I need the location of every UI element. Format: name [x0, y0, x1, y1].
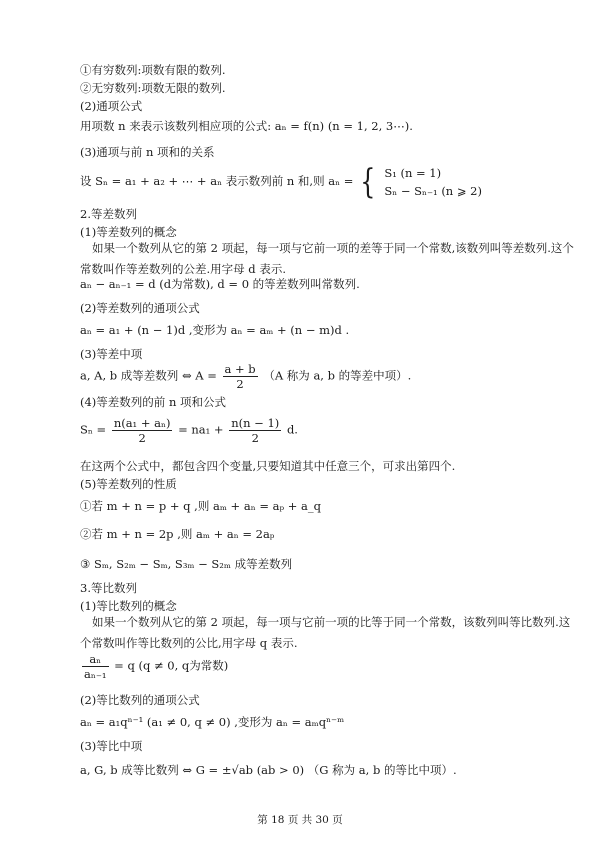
text-line: ②无穷数列:项数无限的数列.: [80, 81, 226, 95]
subheading: (2)等比数列的通项公式: [80, 693, 200, 707]
subheading: (3)等比中项: [80, 739, 143, 753]
numerator: n(a₁ + aₙ): [113, 416, 171, 430]
text-line: ①有穷数列:项数有限的数列.: [80, 63, 226, 77]
formula-line: a, G, b 成等比数列 ⇔ G = ±√ab (ab > 0) （G 称为 a, b 的等比中项）.: [80, 763, 457, 777]
subheading: (5)等差数列的性质: [80, 477, 177, 491]
numerator: n(n − 1): [231, 416, 280, 430]
subheading: (3)等差中项: [80, 347, 143, 361]
numerator: a + b: [224, 362, 256, 376]
denominator: aₙ₋₁: [84, 667, 107, 681]
case-1: S₁ (n = 1): [384, 166, 442, 180]
section-heading: 2.等差数列: [80, 207, 137, 221]
formula-line: aₙ = a₁ + (n − 1)d ,变形为 aₙ = aₘ + (n − m)d .: [80, 323, 350, 337]
formula-line: ③ Sₘ, S₂ₘ − Sₘ, S₃ₘ − S₂ₘ 成等差数列: [80, 557, 293, 571]
formula-line: [80, 652, 228, 681]
formula-line: [80, 362, 411, 391]
fraction: [223, 362, 258, 391]
formula-text: （A 称为 a, b 的等差中项）.: [263, 368, 412, 383]
formula-text: a, A, b 成等差数列 ⇔ A =: [80, 368, 217, 383]
section-heading: 3.等比数列: [80, 581, 137, 595]
formula-line: [80, 416, 298, 445]
text-line: 用项数 n 来表示该数列相应项的公式: aₙ = f(n) (n = 1, 2, 3⋯).: [80, 119, 413, 133]
subheading: (4)等差数列的前 n 项和公式: [80, 395, 227, 409]
subheading: (2)等差数列的通项公式: [80, 301, 200, 315]
formula-text: = q (q ≠ 0, q为常数): [114, 658, 229, 673]
fraction: [82, 652, 109, 681]
paragraph: 如果一个数列从它的第 2 项起，每一项与它前一项的比等于同一个常数，该数列叫等比数列.这个常数叫作等比数列的公比,用字母 q 表示.: [80, 615, 571, 650]
fraction: [229, 416, 281, 445]
formula-text: Sₙ =: [80, 422, 107, 437]
denominator: 2: [236, 377, 244, 391]
case-2: Sₙ − Sₙ₋₁ (n ⩾ 2): [384, 184, 482, 198]
subheading: (1)等比数列的概念: [80, 599, 177, 613]
numerator: aₙ: [82, 652, 109, 667]
subheading: (1)等差数列的概念: [80, 225, 177, 239]
formula-line: aₙ − aₙ₋₁ = d (d为常数), d = 0 的等差数列叫常数列.: [80, 277, 360, 291]
left-brace: {: [360, 162, 376, 202]
denominator: 2: [251, 431, 259, 445]
formula-line: aₙ = a₁qⁿ⁻¹ (a₁ ≠ 0, q ≠ 0) ,变形为 aₙ = aₘqⁿ⁻ᵐ: [80, 715, 345, 729]
formula-line: ②若 m + n = 2p ,则 aₘ + aₙ = 2aₚ: [80, 527, 275, 541]
formula-line: ①若 m + n = p + q ,则 aₘ + aₙ = aₚ + a_q: [80, 499, 321, 513]
subheading: (3)通项与前 n 项和的关系: [80, 145, 215, 159]
paragraph: 如果一个数列从它的第 2 项起，每一项与它前一项的差等于同一个常数,该数列叫等差数列.这个常数叫作等差数列的公差.用字母 d 表示.: [80, 241, 574, 276]
piecewise-cases: [384, 164, 482, 200]
fraction: [112, 416, 173, 445]
formula-text: 设 Sₙ = a₁ + a₂ + ⋯ + aₙ 表示数列前 n 和,则 aₙ =: [80, 174, 354, 188]
subheading: (2)通项公式: [80, 99, 143, 113]
formula-text: = na₁ +: [178, 422, 224, 437]
page-number-footer: 第 18 页 共 30 页: [257, 814, 343, 826]
denominator: 2: [138, 431, 146, 445]
formula-line: [80, 164, 482, 200]
formula-text: d.: [286, 422, 298, 437]
text-line: 在这两个公式中，都包含四个变量,只要知道其中任意三个，可求出第四个.: [80, 459, 456, 473]
